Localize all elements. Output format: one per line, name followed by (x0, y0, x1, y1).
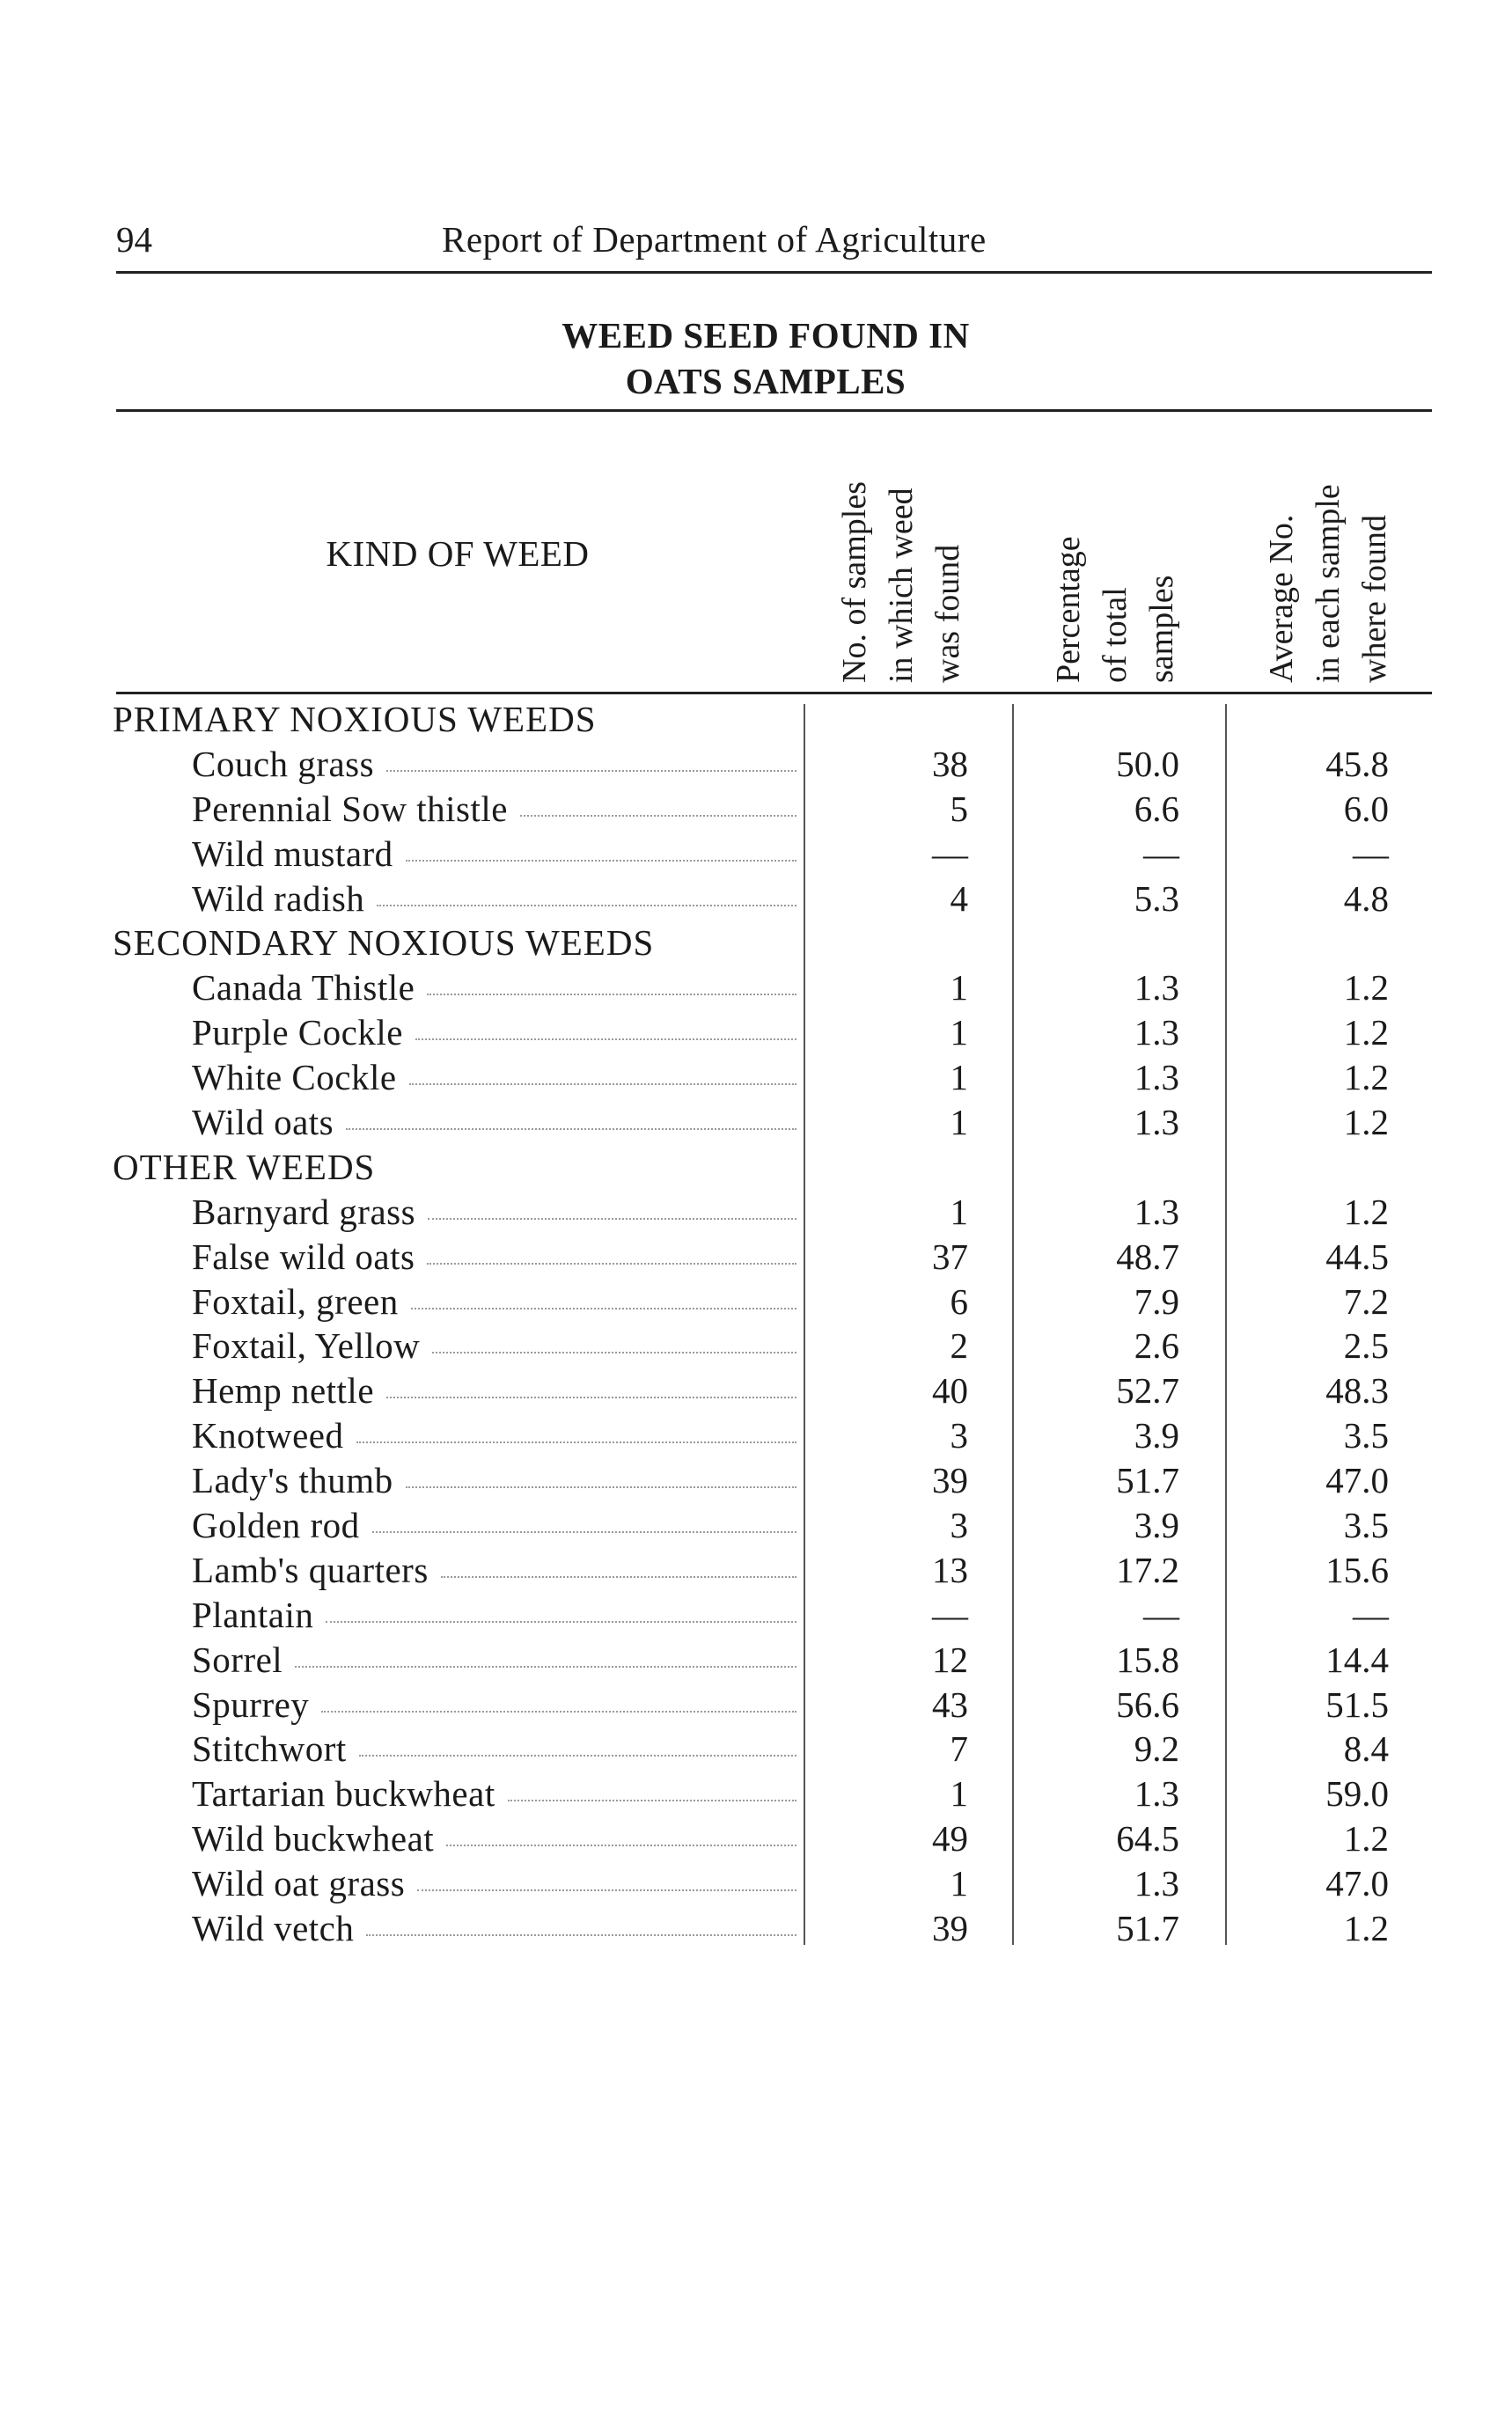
average-value: 15.6 (1325, 1549, 1389, 1590)
table-row (0, 830, 1512, 875)
table-row (0, 1456, 1512, 1501)
header-divider (116, 271, 1432, 274)
column-header-samples-line: No. of samples (836, 480, 873, 683)
average-value: 8.4 (1343, 1728, 1389, 1770)
section-heading-row (0, 1143, 1512, 1188)
weed-name: False wild oats (192, 1236, 415, 1277)
weed-name: Golden rod (192, 1505, 360, 1546)
table-row (0, 875, 1512, 920)
samples-value: 1 (950, 967, 968, 1009)
samples-value: 1 (950, 1773, 968, 1815)
average-value: 48.3 (1325, 1370, 1389, 1412)
table-top-rule (116, 409, 1432, 412)
table-row (0, 1681, 1512, 1726)
weed-name: Hemp nettle (192, 1370, 375, 1412)
weed-name: Wild oat grass (192, 1863, 406, 1904)
percentage-value: 1.3 (1134, 1102, 1179, 1143)
samples-value: 2 (950, 1325, 968, 1367)
table-row (0, 1278, 1512, 1323)
percentage-value: — (1143, 833, 1179, 874)
running-head (116, 211, 1432, 264)
percentage-value: 52.7 (1116, 1370, 1179, 1412)
percentage-value: 15.8 (1116, 1639, 1179, 1680)
average-value: 6.0 (1343, 788, 1389, 829)
dot-leader (406, 1486, 796, 1488)
column-header-percentage-line: samples (1143, 575, 1180, 683)
weed-name: Couch grass (192, 743, 375, 784)
table-row (0, 785, 1512, 830)
samples-value: 1 (950, 1102, 968, 1143)
weed-name: Perennial Sow thistle (192, 788, 508, 829)
table-row (0, 1636, 1512, 1681)
samples-value: 1 (950, 1057, 968, 1098)
table-title-line-1: WEED SEED FOUND IN (561, 315, 970, 356)
table-title-line-2: OATS SAMPLES (625, 361, 906, 401)
average-value: 3.5 (1343, 1505, 1389, 1546)
samples-value: 7 (950, 1728, 968, 1770)
dot-leader (377, 905, 796, 906)
weed-name: Plantain (192, 1594, 314, 1635)
samples-value: — (932, 833, 968, 874)
running-title: Report of Department of Agriculture (442, 219, 987, 260)
dot-leader (326, 1621, 796, 1623)
column-header-samples-line: in which weed (883, 488, 920, 683)
dot-leader (386, 770, 796, 772)
percentage-value: 2.6 (1134, 1325, 1179, 1367)
dot-leader (441, 1576, 796, 1578)
percentage-value: 3.9 (1134, 1505, 1179, 1546)
average-value: 1.2 (1343, 1012, 1389, 1053)
table-body (0, 695, 1512, 1949)
weed-name: Purple Cockle (192, 1012, 403, 1053)
dot-leader (428, 1218, 796, 1220)
column-header-percentage-line: of total (1097, 587, 1134, 683)
percentage-value: 56.6 (1116, 1683, 1179, 1725)
header-bottom-rule (116, 692, 1432, 694)
table-row (0, 1322, 1512, 1367)
weed-name: Barnyard grass (192, 1191, 416, 1232)
average-value: 1.2 (1343, 1057, 1389, 1098)
samples-value: 39 (932, 1460, 968, 1501)
weed-name: Wild buckwheat (192, 1818, 435, 1860)
dot-leader (366, 1934, 796, 1936)
table-row (0, 1725, 1512, 1770)
percentage-value: 1.3 (1134, 1057, 1179, 1098)
section-heading: OTHER WEEDS (113, 1146, 376, 1187)
weed-name: White Cockle (192, 1057, 397, 1098)
average-value: 1.2 (1343, 1818, 1389, 1860)
average-value: 2.5 (1343, 1325, 1389, 1367)
percentage-value: 51.7 (1116, 1460, 1179, 1501)
dot-leader (446, 1845, 796, 1846)
percentage-value: 1.3 (1134, 1863, 1179, 1904)
weed-name: Tartarian buckwheat (192, 1773, 495, 1815)
table-row (0, 1009, 1512, 1053)
percentage-value: 6.6 (1134, 788, 1179, 829)
dot-leader (520, 815, 796, 817)
samples-value: 40 (932, 1370, 968, 1412)
percentage-value: 1.3 (1134, 967, 1179, 1009)
dot-leader (386, 1397, 796, 1398)
weed-name: Canada Thistle (192, 967, 415, 1009)
dot-leader (508, 1800, 796, 1801)
section-heading-row (0, 919, 1512, 964)
table-title (387, 312, 1144, 404)
column-header-samples-line: was found (929, 544, 966, 683)
weed-name: Stitchwort (192, 1728, 347, 1770)
dot-leader (406, 860, 796, 862)
section-heading: SECONDARY NOXIOUS WEEDS (113, 922, 655, 964)
percentage-value: 1.3 (1134, 1773, 1179, 1815)
weed-name: Spurrey (192, 1683, 310, 1725)
average-value: 1.2 (1343, 1102, 1389, 1143)
average-value: 1.2 (1343, 1908, 1389, 1949)
dot-leader (346, 1128, 796, 1130)
samples-value: 3 (950, 1505, 968, 1546)
samples-value: 3 (950, 1415, 968, 1456)
average-value: 1.2 (1343, 967, 1389, 1009)
samples-value: 37 (932, 1236, 968, 1277)
percentage-value: 9.2 (1134, 1728, 1179, 1770)
percentage-value: 7.9 (1134, 1280, 1179, 1322)
dot-leader (427, 1263, 796, 1265)
average-value: 1.2 (1343, 1191, 1389, 1232)
weed-name: Sorrel (192, 1639, 283, 1680)
weed-name: Wild mustard (192, 833, 393, 874)
samples-value: — (932, 1594, 968, 1635)
average-value: 44.5 (1325, 1236, 1389, 1277)
average-value: 3.5 (1343, 1415, 1389, 1456)
percentage-value: 51.7 (1116, 1908, 1179, 1949)
average-value: 47.0 (1325, 1863, 1389, 1904)
dot-leader (359, 1755, 796, 1757)
page-number: 94 (116, 219, 152, 260)
percentage-value: 1.3 (1134, 1191, 1179, 1232)
section-heading: PRIMARY NOXIOUS WEEDS (113, 699, 597, 739)
table-row (0, 1053, 1512, 1098)
column-header-samples (832, 414, 977, 688)
dot-leader (432, 1352, 796, 1353)
table-row (0, 1904, 1512, 1949)
weed-name: Wild vetch (192, 1908, 355, 1949)
table-row (0, 740, 1512, 785)
percentage-value: 5.3 (1134, 877, 1179, 919)
column-header-percentage-line: Percentage (1050, 536, 1087, 683)
percentage-value: — (1143, 1594, 1179, 1635)
samples-value: 5 (950, 788, 968, 829)
samples-value: 1 (950, 1191, 968, 1232)
column-header-percentage (1046, 414, 1191, 688)
table-row (0, 1367, 1512, 1412)
table-row (0, 1770, 1512, 1815)
samples-value: 1 (950, 1012, 968, 1053)
dot-leader (415, 1038, 796, 1040)
percentage-value: 50.0 (1116, 743, 1179, 784)
samples-value: 43 (932, 1683, 968, 1725)
average-value: 51.5 (1325, 1683, 1389, 1725)
samples-value: 39 (932, 1908, 968, 1949)
dot-leader (411, 1308, 796, 1309)
table-row (0, 1233, 1512, 1278)
dot-leader (372, 1531, 796, 1533)
dot-leader (409, 1083, 796, 1085)
average-value: — (1353, 833, 1389, 874)
table-row (0, 1412, 1512, 1456)
dot-leader (427, 994, 796, 995)
dot-leader (321, 1711, 796, 1713)
column-header-average-line: where found (1356, 515, 1393, 683)
average-value: 59.0 (1325, 1773, 1389, 1815)
average-value: 14.4 (1325, 1639, 1389, 1680)
samples-value: 6 (950, 1280, 968, 1322)
table-row (0, 1591, 1512, 1636)
weed-name: Knotweed (192, 1415, 344, 1456)
table-row (0, 1098, 1512, 1143)
table-row (0, 964, 1512, 1009)
table-row (0, 1815, 1512, 1860)
average-value: 47.0 (1325, 1460, 1389, 1501)
column-header-average-line: Average No. (1263, 514, 1300, 683)
weed-name: Foxtail, Yellow (192, 1325, 421, 1367)
samples-value: 49 (932, 1818, 968, 1860)
samples-value: 12 (932, 1639, 968, 1680)
dot-leader (356, 1441, 796, 1443)
samples-value: 13 (932, 1549, 968, 1590)
percentage-value: 64.5 (1116, 1818, 1179, 1860)
dot-leader (295, 1666, 796, 1668)
percentage-value: 1.3 (1134, 1012, 1179, 1053)
weed-name: Wild oats (192, 1102, 334, 1143)
table-row (0, 1860, 1512, 1904)
weed-name: Lamb's quarters (192, 1549, 429, 1590)
section-heading-row (0, 695, 1512, 740)
samples-value: 38 (932, 743, 968, 784)
samples-value: 4 (950, 877, 968, 919)
table-row (0, 1188, 1512, 1233)
column-header-kind: KIND OF WEED (326, 533, 590, 574)
percentage-value: 17.2 (1116, 1549, 1179, 1590)
average-value: 7.2 (1343, 1280, 1389, 1322)
average-value: — (1353, 1594, 1389, 1635)
column-header-average (1259, 414, 1404, 688)
table-row (0, 1501, 1512, 1546)
weed-name: Lady's thumb (192, 1460, 393, 1501)
percentage-value: 48.7 (1116, 1236, 1179, 1277)
average-value: 45.8 (1325, 743, 1389, 784)
average-value: 4.8 (1343, 877, 1389, 919)
weed-name: Wild radish (192, 877, 365, 919)
table-row (0, 1546, 1512, 1591)
samples-value: 1 (950, 1863, 968, 1904)
dot-leader (417, 1889, 796, 1891)
weed-name: Foxtail, green (192, 1280, 399, 1322)
column-header-average-line: in each sample (1310, 484, 1347, 683)
percentage-value: 3.9 (1134, 1415, 1179, 1456)
